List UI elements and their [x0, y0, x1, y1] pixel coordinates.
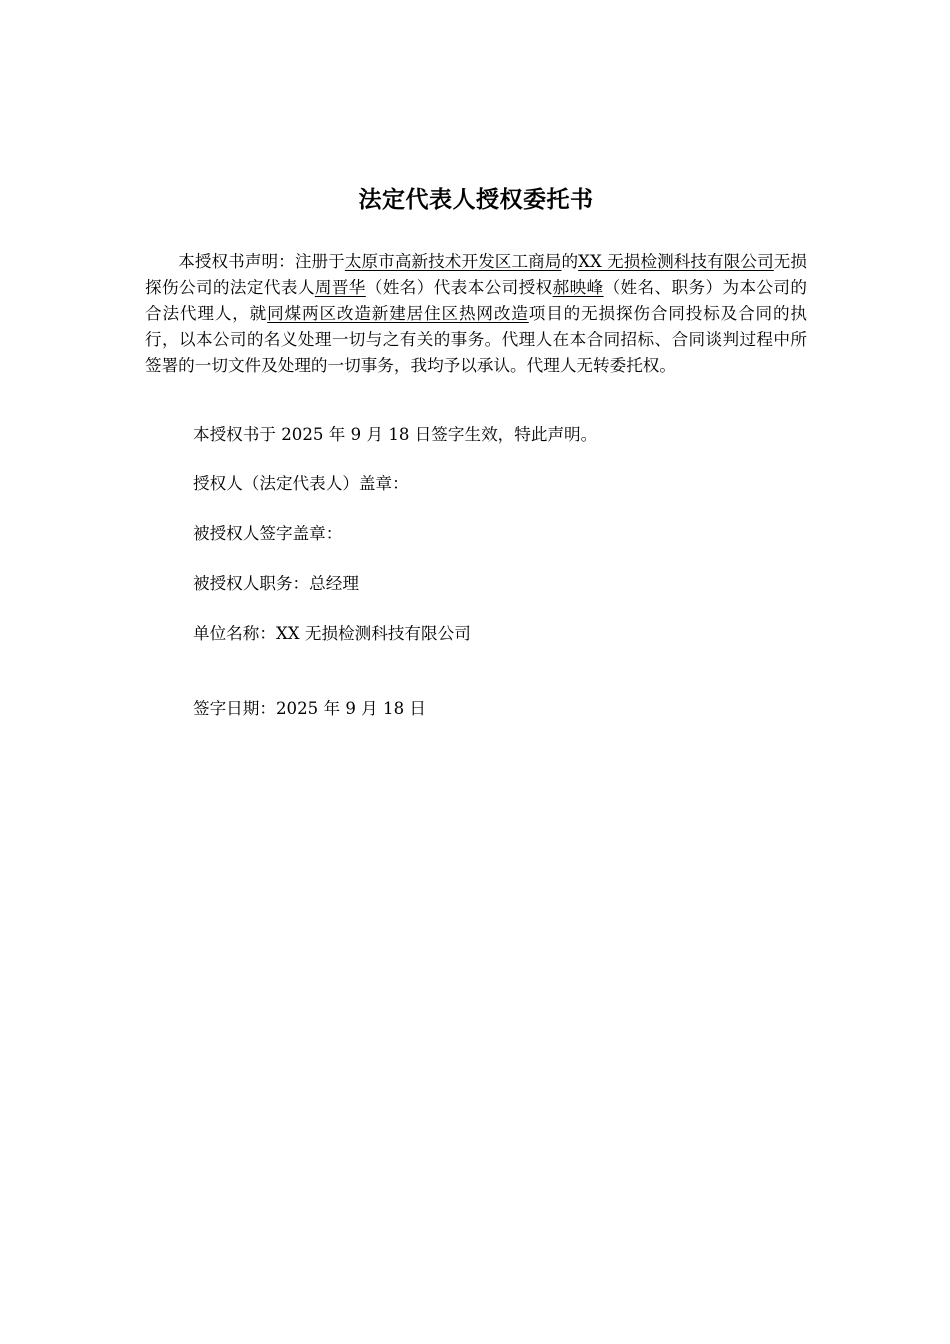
- declaration-text: （姓名、职务）为本公司的合法代理人，就: [145, 278, 807, 323]
- grantor-seal-label: 授权人（法定代表人）盖章：: [193, 474, 409, 493]
- declaration-text: 的: [561, 252, 579, 271]
- declaration-paragraph: [145, 249, 807, 379]
- sign-date: 签字日期：2025 年 9 月 18 日: [193, 699, 427, 718]
- effective-statement: 本授权书于 2025 年 9 月 18 日签字生效，特此声明。: [193, 425, 598, 444]
- agent-name: 郝映峰: [552, 278, 604, 297]
- unit-name: 单位名称：XX 无损检测科技有限公司: [193, 624, 471, 643]
- grantee-position: 被授权人职务：总经理: [193, 574, 359, 593]
- company-name: XX 无损检测科技有限公司: [578, 252, 774, 271]
- project-name: 同煤两区改造新建居住区热网改造: [267, 304, 529, 323]
- legal-representative-name: 周晋华: [314, 278, 366, 297]
- declaration-text: 本授权书声明：注册于: [178, 252, 345, 271]
- registry-authority: 太原市高新技术开发区工商局: [344, 252, 562, 271]
- grantee-seal-label: 被授权人签字盖章：: [193, 524, 343, 543]
- document-title: 法定代表人授权委托书: [358, 186, 594, 213]
- declaration-text: 项目的无损探伤合同投标及合同的执行，以本公司的名义处理一切与之有关的事务。代理人在本合同招标、合同谈判过程中所签署的一切文件及处理的一切事务，我均予以承认。代理人无转委托权。: [145, 304, 808, 375]
- declaration-text: 无损探伤公司的法定代表人: [145, 252, 808, 297]
- declaration-text: （姓名）代表本公司授权: [365, 278, 553, 297]
